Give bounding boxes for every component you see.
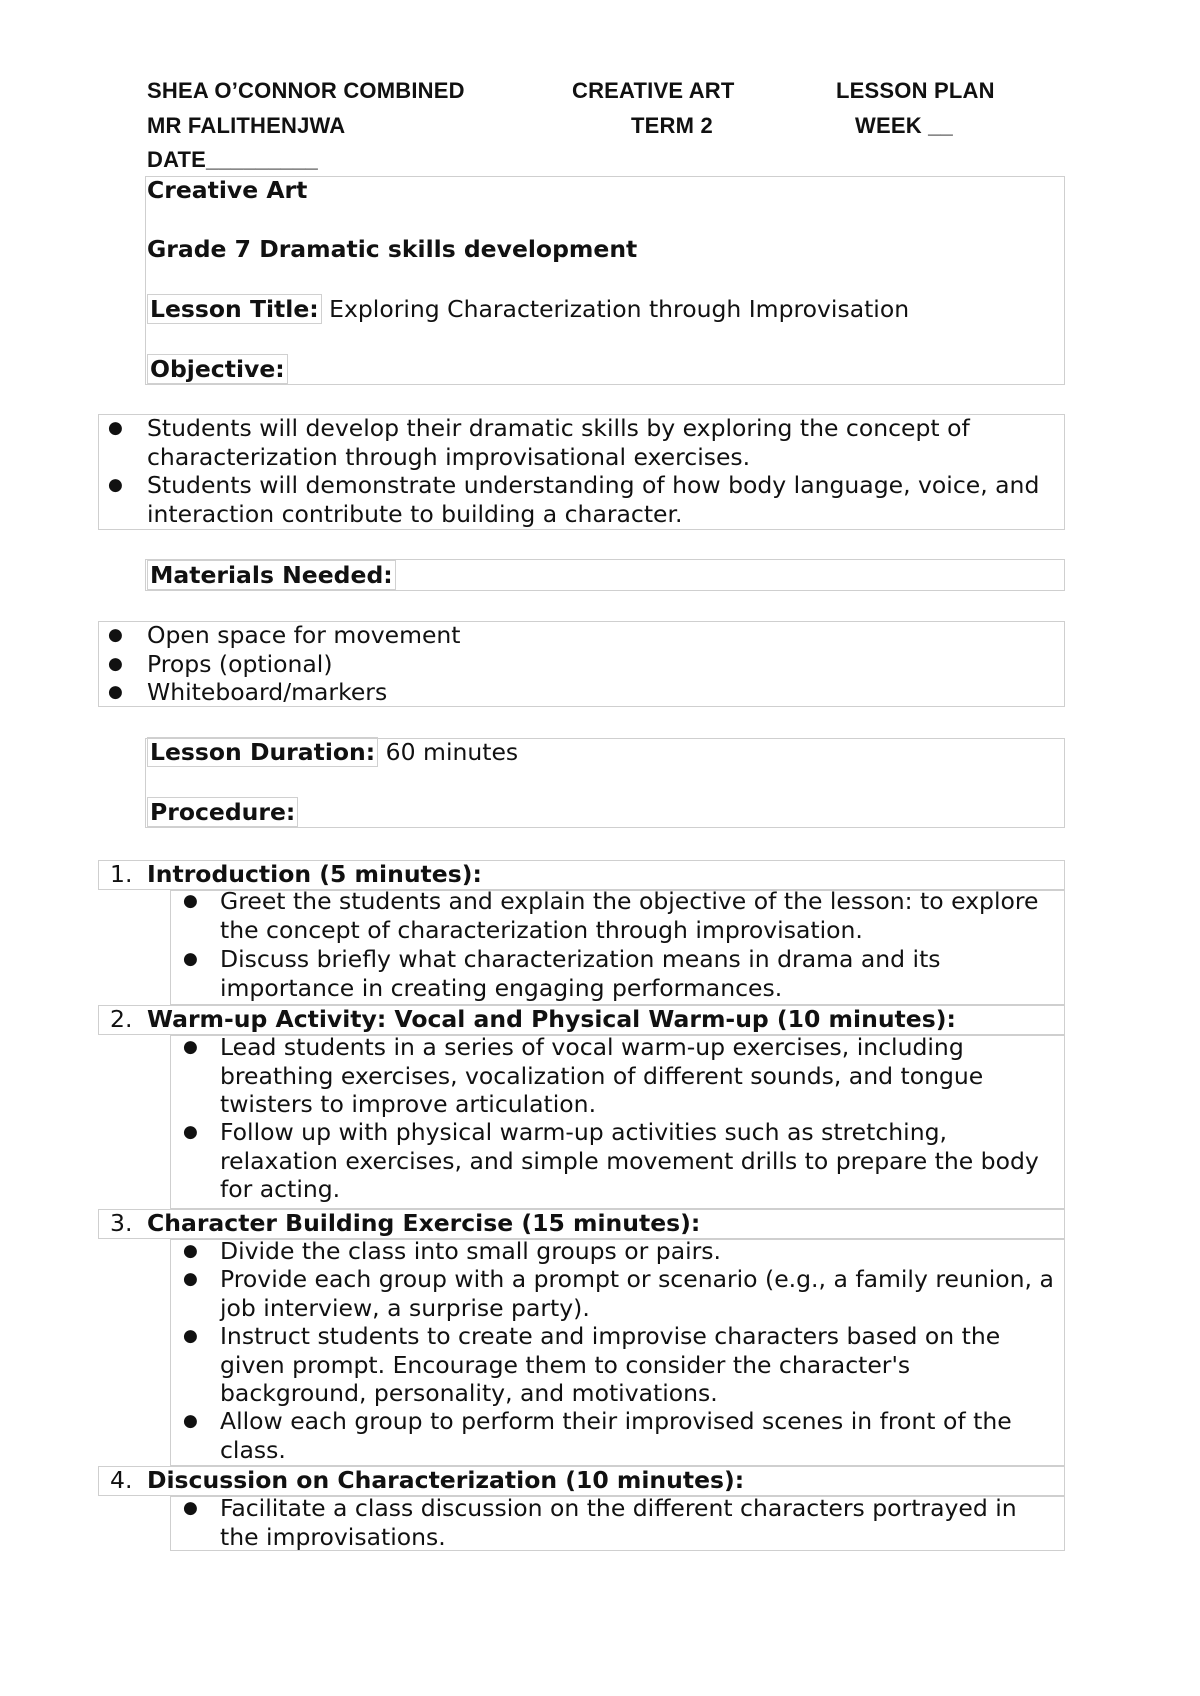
bullet-icon: ● [183,949,198,969]
bullet-icon: ● [183,1122,198,1142]
bullet-icon: ● [108,418,123,438]
week-field: WEEK __ [855,113,953,138]
step-title: Discussion on Characterization (10 minutes): [147,1466,745,1494]
bullet-icon: ● [108,682,123,702]
bullet-icon: ● [183,1411,198,1431]
lesson-title-label: Lesson Title: [147,294,322,324]
subject-title: Creative Art [147,176,308,204]
step-title: Warm-up Activity: Vocal and Physical Warm-up (10 minutes): [147,1005,956,1033]
duration-label: Lesson Duration: [147,737,378,767]
objective-label: Objective: [150,355,288,383]
procedure-label: Procedure: [150,798,298,826]
step-number: 2. [110,1005,133,1033]
bullet-icon: ● [183,1326,198,1346]
grade-title: Grade 7 Dramatic skills development [147,235,638,263]
objective-item: Students will develop their dramatic skills by exploring the concept of characterization through improvisational exercises. [147,414,970,471]
step-number: 3. [110,1209,133,1237]
date-field: DATE_________ [147,147,318,172]
doc-type-heading: LESSON PLAN [836,78,995,103]
duration-value: 60 minutes [378,738,519,766]
step-item: Greet the students and explain the objective of the lesson: to explore the concept of characterization through improvisation. [220,887,1039,944]
materials-label: Materials Needed: [150,561,396,589]
duration-line [150,738,518,766]
lesson-title-value: Exploring Characterization through Improvisation [321,295,910,323]
term-heading: TERM 2 [631,113,713,138]
material-item: Props (optional) [147,649,333,678]
teacher-name: MR FALITHENJWA [147,113,346,138]
step-number: 1. [110,860,133,888]
step-item: Divide the class into small groups or pairs. [220,1237,721,1265]
step-item: Facilitate a class discussion on the different characters portrayed in the improvisations. [220,1494,1017,1551]
bullet-icon: ● [183,1037,198,1057]
bullet-icon: ● [183,1269,198,1289]
step-number: 4. [110,1466,133,1494]
material-item: Open space for movement [147,621,461,649]
step-item: Instruct students to create and improvise characters based on the given prompt. Encourage them to consider the character's background, personality, and motivations. [220,1322,1001,1407]
school-name: SHEA O’CONNOR COMBINED [147,78,465,103]
step-title: Introduction (5 minutes): [147,860,482,888]
objective-item: Students will demonstrate understanding of how body language, voice, and interaction contribute to building a character. [147,471,1040,528]
bullet-icon: ● [183,1241,198,1261]
subject-heading: CREATIVE ART [572,78,735,103]
bullet-icon: ● [183,891,198,911]
bullet-icon: ● [183,1498,198,1518]
lesson-title-line [150,295,909,323]
step-item: Follow up with physical warm-up activities such as stretching, relaxation exercises, and simple movement drills to prepare the body for acting. [220,1118,1039,1203]
step-item: Discuss briefly what characterization means in drama and its importance in creating engaging performances. [220,945,941,1002]
step-title: Character Building Exercise (15 minutes): [147,1209,701,1237]
material-item: Whiteboard/markers [147,678,388,706]
bullet-icon: ● [108,475,123,495]
bullet-icon: ● [108,653,123,674]
bullet-icon: ● [108,625,123,645]
step-item: Allow each group to perform their improvised scenes in front of the class. [220,1407,1012,1464]
step-item: Lead students in a series of vocal warm-up exercises, including breathing exercises, vocalization of different sounds, and tongue twisters to improve articulation. [220,1033,984,1118]
step-item: Provide each group with a prompt or scenario (e.g., a family reunion, a job interview, a surprise party). [220,1265,1054,1322]
